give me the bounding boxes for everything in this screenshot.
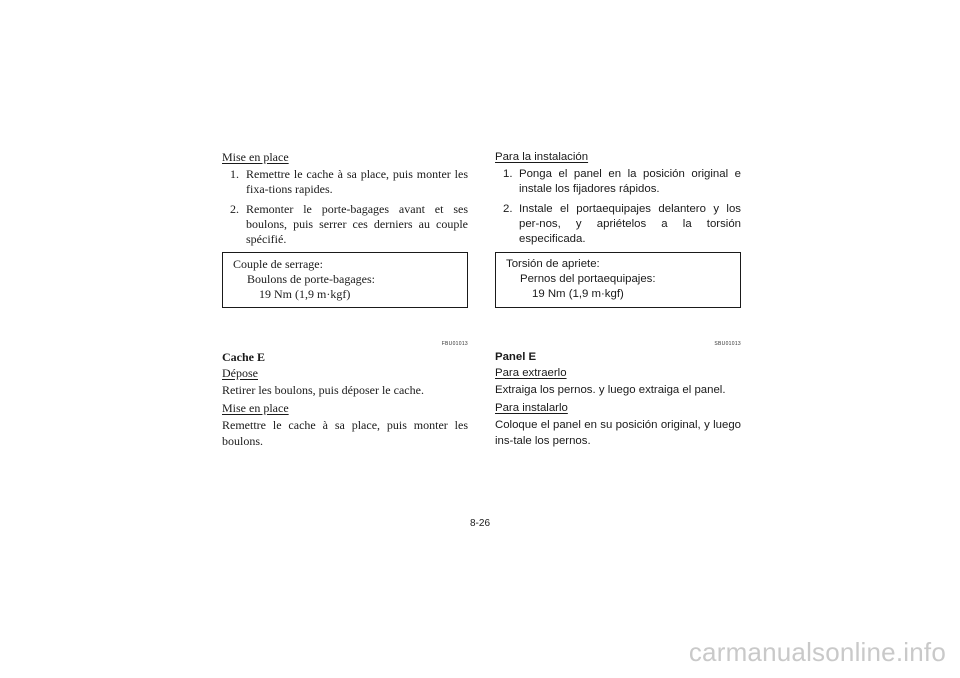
fr-torque-value: 19 Nm (1,9 m·kgf) [259,287,351,301]
fr-step-2-number: 2. [230,202,239,216]
es-step-2-number: 2. [503,203,513,215]
watermark: carmanualsonline.info [688,637,946,667]
fr-remove-heading: Dépose [222,366,258,380]
es-panel-section [495,349,741,451]
fr-install2-text: Remettre le cache à sa place, puis monter les boulons. [222,418,468,448]
fr-torque-item: Boulons de porte-bagages: [247,272,375,286]
es-step-2-text: Instale el portaequipajes delantero y los per-nos, y apriételos a la torsión especificada. [519,203,741,245]
fr-install-heading: Mise en place [222,150,289,164]
es-install2-heading: Para instalarlo [495,402,568,414]
es-torque-value: 19 Nm (1,9 m·kgf) [532,288,624,300]
fr-step-2 [222,202,468,247]
es-step-1 [495,167,741,197]
french-column [222,150,468,308]
fr-section-title: Cache E [222,350,265,364]
es-remove-text: Extraiga los pernos. y luego extraiga el panel. [495,384,726,396]
fr-install-steps [222,167,468,247]
fr-step-1 [222,167,468,197]
es-section-title: Panel E [495,351,537,363]
es-torque-item: Pernos del portaequipajes: [520,273,656,285]
fr-remove-text: Retirer les boulons, puis déposer le cache. [222,383,424,397]
es-step-1-text: Ponga el panel en la posición original e instale los fijadores rápidos. [519,168,741,195]
es-step-1-number: 1. [503,168,513,180]
fr-step-2-text: Remonter le porte-bagages avant et ses boulons, puis serrer ces derniers au couple spécifié. [246,202,468,246]
es-install-steps [495,167,741,247]
spanish-column [495,150,741,308]
fr-section-code: FBU01013 [441,341,468,347]
es-install2-text: Coloque el panel en su posición original, y luego ins-tale los pernos. [495,419,741,447]
es-section-code: SBU01013 [714,341,741,347]
fr-torque-label: Couple de serrage: [233,257,323,271]
fr-install2-heading: Mise en place [222,401,289,415]
page-number: 8-26 [470,518,491,529]
fr-step-1-number: 1. [230,167,239,181]
es-install-heading: Para la instalación [495,151,589,163]
es-remove-heading: Para extraerlo [495,367,567,379]
es-torque-box [495,252,741,308]
es-step-2 [495,202,741,247]
fr-torque-box [222,252,468,308]
fr-step-1-text: Remettre le cache à sa place, puis monter les fixa-tions rapides. [246,167,468,196]
es-torque-label: Torsión de apriete: [506,258,600,270]
fr-cover-section [222,349,468,451]
